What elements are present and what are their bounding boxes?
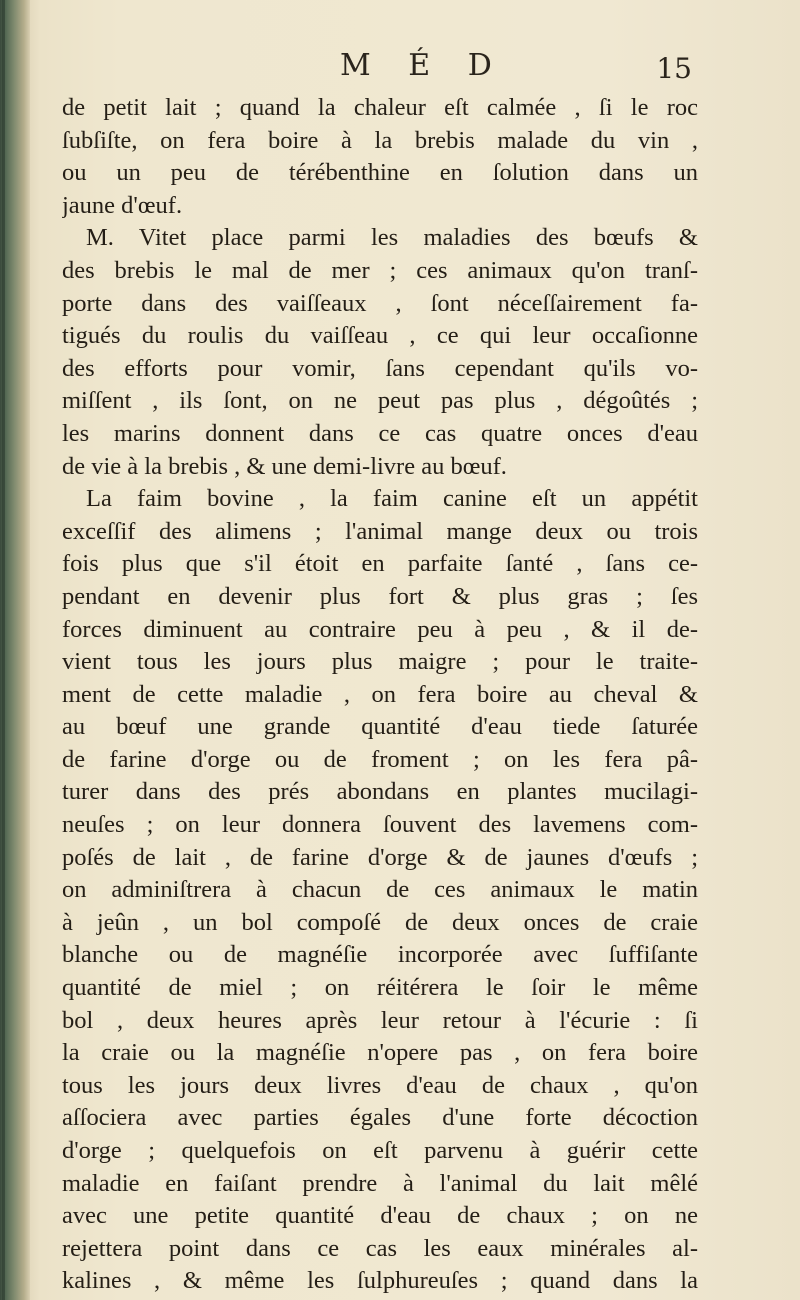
text-line: fois plus que s'il étoit en parfaite ſanté , ſans ce- (62, 550, 698, 578)
text-line: neuſes ; on leur donnera ſouvent des lavemens com- (62, 811, 698, 839)
text-line: avec une petite quantité d'eau de chaux ; on ne (62, 1202, 698, 1230)
text-line: porte dans des vaiſſeaux , ſont néceſſairement fa- (62, 289, 698, 317)
text-line: on adminiſtrera à chacun de ces animaux le matin (62, 876, 698, 904)
text-line: jaune d'œuf. (62, 191, 183, 219)
page-number: 15 (656, 52, 692, 85)
text-line: aſſociera avec parties égales d'une forte décoction (62, 1104, 698, 1132)
text-line: des efforts pour vomir, ſans cependant qu'ils vo- (62, 354, 698, 382)
text-line: forces diminuent au contraire peu à peu , & il de- (62, 615, 698, 643)
text-line: à jeûn , un bol compoſé de deux onces de craie (62, 908, 698, 936)
text-line: La faim bovine , la faim canine eſt un appétit (86, 485, 698, 513)
text-line: des brebis le mal de mer ; ces animaux qu'on tranſ- (62, 256, 698, 284)
text-line: M. Vitet place parmi les maladies des bœufs & (86, 224, 698, 252)
text-line: ment de cette maladie , on fera boire au cheval & (62, 680, 698, 708)
text-line: turer dans des prés abondans en plantes mucilagi- (62, 778, 698, 806)
text-line: les marins donnent dans ce cas quatre onces d'eau (62, 419, 698, 447)
text-line: tigués du roulis du vaiſſeau , ce qui leur occaſionne (62, 322, 698, 350)
body-text (62, 92, 698, 1298)
text-line: miſſent , ils ſont, on ne peut pas plus , dégoûtés ; (62, 387, 698, 415)
running-head: M É D (340, 48, 506, 83)
text-line: au bœuf une grande quantité d'eau tiede ſaturée (62, 713, 698, 741)
text-line: quantité de miel ; on réitérera le ſoir le même (62, 974, 698, 1002)
text-line: rejettera point dans ce cas les eaux minérales al- (62, 1234, 698, 1262)
text-line: de petit lait ; quand la chaleur eſt calmée , ſi le roc (62, 94, 698, 121)
text-line: de farine d'orge ou de froment ; on les fera pâ- (62, 745, 698, 773)
text-line: ou un peu de térébenthine en ſolution dans un (62, 159, 698, 187)
text-line: maladie en faiſant prendre à l'animal du lait mêlé (62, 1169, 698, 1197)
page-header (60, 48, 692, 92)
text-line: exceſſif des alimens ; l'animal mange deux ou trois (62, 517, 698, 545)
text-line: ſubſiſte, on fera boire à la brebis malade du vin , (62, 126, 698, 154)
text-line: kalines , & même les ſulphureuſes ; quand dans la (62, 1267, 698, 1295)
text-line: la craie ou la magnéſie n'opere pas , on fera boire (62, 1039, 698, 1067)
text-line: bol , deux heures après leur retour à l'écurie : ſi (62, 1006, 698, 1034)
text-line: vient tous les jours plus maigre ; pour le traite- (62, 648, 698, 676)
text-line: d'orge ; quelquefois on eſt parvenu à guérir cette (62, 1137, 698, 1164)
book-binding-gutter (0, 0, 30, 1300)
text-line: poſés de lait , de farine d'orge & de jaunes d'œufs ; (62, 843, 698, 871)
text-line: pendant en devenir plus fort & plus gras ; ſes (62, 582, 698, 610)
text-line: de vie à la brebis , & une demi-livre au bœuf. (62, 452, 507, 480)
text-line: tous les jours deux livres d'eau de chaux , qu'on (62, 1071, 698, 1099)
text-line: blanche ou de magnéſie incorporée avec ſuffiſante (62, 941, 698, 969)
